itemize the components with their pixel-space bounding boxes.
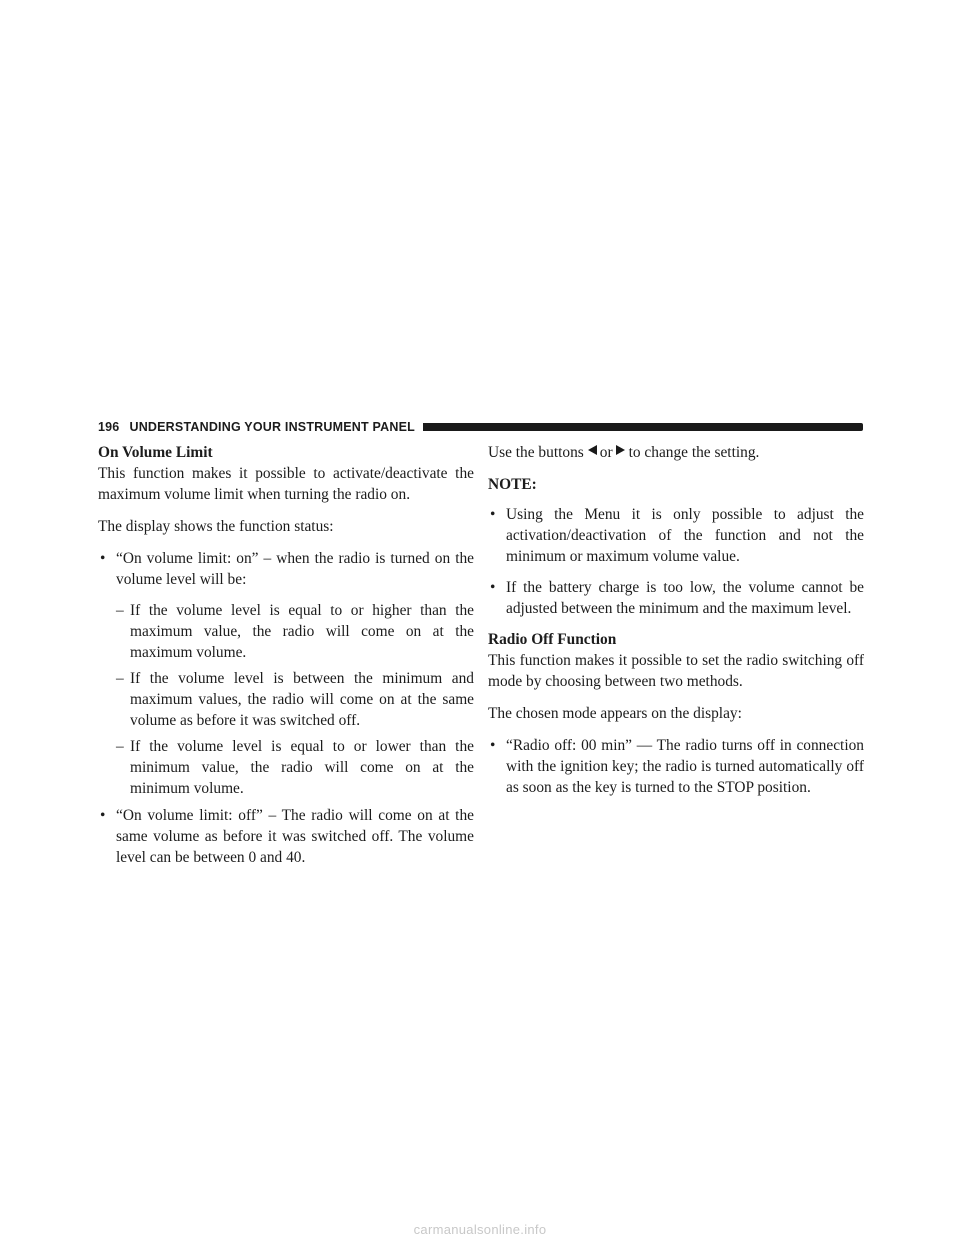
radio-off-intro: This function makes it possible to set the radio switching off mode by choosing between two methods. [488, 652, 864, 690]
left-column [98, 442, 474, 878]
sub-item-text: If the volume level is between the minimum and maximum values, the radio will come on at the same volume as before it was switched off. [130, 670, 474, 729]
bullet-text: “Radio off: 00 min” — The radio turns off in connection with the ignition key; the radio is turned automatically off as soon as the key is turned to the STOP position. [506, 737, 864, 796]
sub-item [98, 668, 474, 731]
section-title: UNDERSTANDING YOUR INSTRUMENT PANEL [129, 420, 415, 434]
bullet-symbol: • [490, 579, 496, 596]
note-text: Using the Menu it is only possible to adjust the activation/deactivation of the function and not the minimum or maximum volume value. [506, 506, 864, 565]
bullet-symbol: • [490, 737, 496, 754]
sub-list [98, 600, 474, 799]
right-column [488, 442, 864, 808]
bullet-text: “On volume limit: off” – The radio will come on at the same volume as before it was switched off. The volume level can be between 0 and 40. [116, 807, 474, 866]
note-item [488, 577, 864, 619]
bullet-symbol: • [490, 506, 496, 523]
buttons-prefix: Use the buttons [488, 444, 584, 461]
sub-item-text: If the volume level is equal to or higher than the maximum value, the radio will come on at the maximum volume. [130, 602, 474, 661]
bullet-text: “On volume limit: on” – when the radio is turned on the volume level will be: [116, 550, 474, 588]
bullet-on-volume-limit-on [98, 548, 474, 590]
bullet-on-volume-limit-off [98, 805, 474, 868]
bullet-symbol: • [100, 550, 106, 567]
bullet-radio-off [488, 735, 864, 798]
buttons-or: or [599, 444, 613, 461]
header-rule [423, 423, 863, 431]
sub-item-text: If the volume level is equal to or lower than the minimum value, the radio will come on at the minimum volume. [130, 738, 474, 797]
sub-item [98, 600, 474, 663]
note-text: If the battery charge is too low, the volume cannot be adjusted between the minimum and the maximum level. [506, 579, 864, 617]
display-status-text: The display shows the function status: [98, 518, 334, 535]
page-number: 196 [98, 420, 120, 434]
buttons-suffix: to change the setting. [628, 444, 760, 461]
right-triangle-icon [616, 445, 625, 455]
sub-item [98, 736, 474, 799]
dash-symbol: – [116, 670, 124, 687]
heading-on-volume-limit: On Volume Limit [98, 444, 213, 461]
left-triangle-icon [588, 445, 597, 455]
note-item [488, 504, 864, 567]
mode-text: The chosen mode appears on the display: [488, 705, 742, 722]
intro-paragraph: This function makes it possible to activate/deactivate the maximum volume limit when turning the radio on. [98, 465, 474, 503]
page-header [98, 419, 863, 435]
buttons-instruction [488, 442, 864, 463]
note-label: NOTE: [488, 476, 537, 493]
watermark: carmanualsonline.info [413, 1222, 547, 1237]
bullet-symbol: • [100, 807, 106, 824]
dash-symbol: – [116, 738, 124, 755]
dash-symbol: – [116, 602, 124, 619]
heading-radio-off-function: Radio Off Function [488, 631, 617, 648]
